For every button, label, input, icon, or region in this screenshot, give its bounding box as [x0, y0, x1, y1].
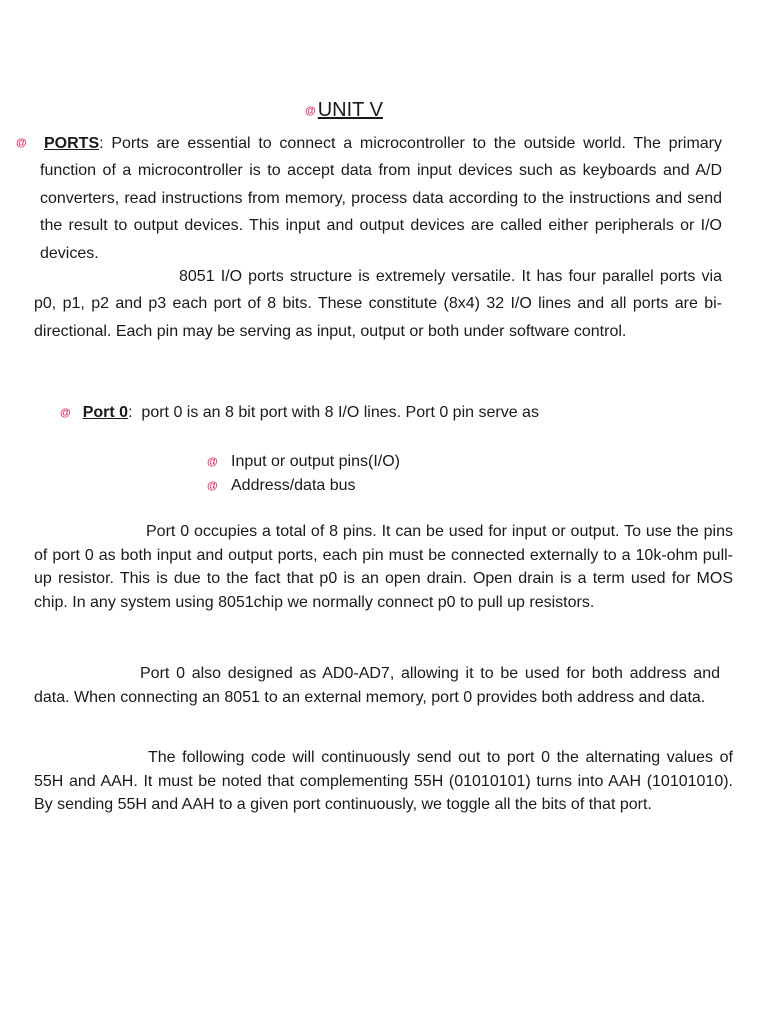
list-item-text: Address/data bus — [231, 476, 356, 494]
swirl-bullet-icon: @ — [305, 105, 316, 117]
port0-intro — [60, 402, 539, 424]
ports-structure-paragraph: 8051 I/O ports structure is extremely versatile. It has four parallel ports via p0, p1, p2 and p3 each port of 8 bits. These constitute (8x4) 32 I/O lines and all ports are bi-directional. Each pin may be serving as input, output or both under software control. — [34, 268, 722, 340]
list-item-text: Input or output pins(I/O) — [231, 453, 400, 470]
swirl-bullet-icon: @ — [207, 479, 218, 492]
swirl-bullet-icon: @ — [60, 407, 71, 419]
port0-text: port 0 is an 8 bit port with 8 I/O lines. Port 0 pin serve as — [132, 404, 539, 421]
ports-heading: PORTS — [44, 135, 100, 152]
swirl-bullet-icon: @ — [16, 137, 27, 149]
port0-pins-paragraph: Port 0 occupies a total of 8 pins. It can be used for input or output. To use the pins of port 0 as both input and output ports, each pin must be connected externally to a 10k-ohm pull-up resistor. This is due to the fact that p0 is an open drain. Open drain is a term used for MOS chip. In any system using 8051chip we normally connect p0 to pull up resistors. — [34, 523, 733, 611]
list-item — [207, 450, 400, 474]
port0-uses-list — [207, 450, 400, 497]
page-title-text: UNIT V — [317, 99, 383, 121]
list-item — [207, 474, 400, 498]
ports-paragraph — [40, 130, 722, 267]
port0-code-paragraph: The following code will continuously send out to port 0 the alternating values of 55H and AAH. It must be noted that complementing 55H (01010101) turns into AAH (10101010). By sending 55H and AAH to a given port continuously, we toggle all the bits of that port. — [34, 749, 733, 814]
swirl-bullet-icon: @ — [207, 456, 218, 468]
ports-text: Ports are essential to connect a microcontroller to the outside world. The primary function of a microcontroller is to accept data from input devices such as keyboards and A/D converters, read instructions from memory, process data according to the instructions and send the result to output devices. This input and output devices are called either peripherals or I/O devices. — [40, 135, 722, 262]
ports-separator: : — [99, 135, 104, 152]
ports-section — [16, 130, 722, 267]
port0-separator: : — [128, 404, 133, 421]
port0-address-paragraph: Port 0 also designed as AD0-AD7, allowing it to be used for both address and data. When connecting an 8051 to an external memory, port 0 provides both address and data. — [34, 665, 720, 706]
page-title — [305, 98, 383, 122]
port0-heading: Port 0 — [82, 404, 129, 421]
